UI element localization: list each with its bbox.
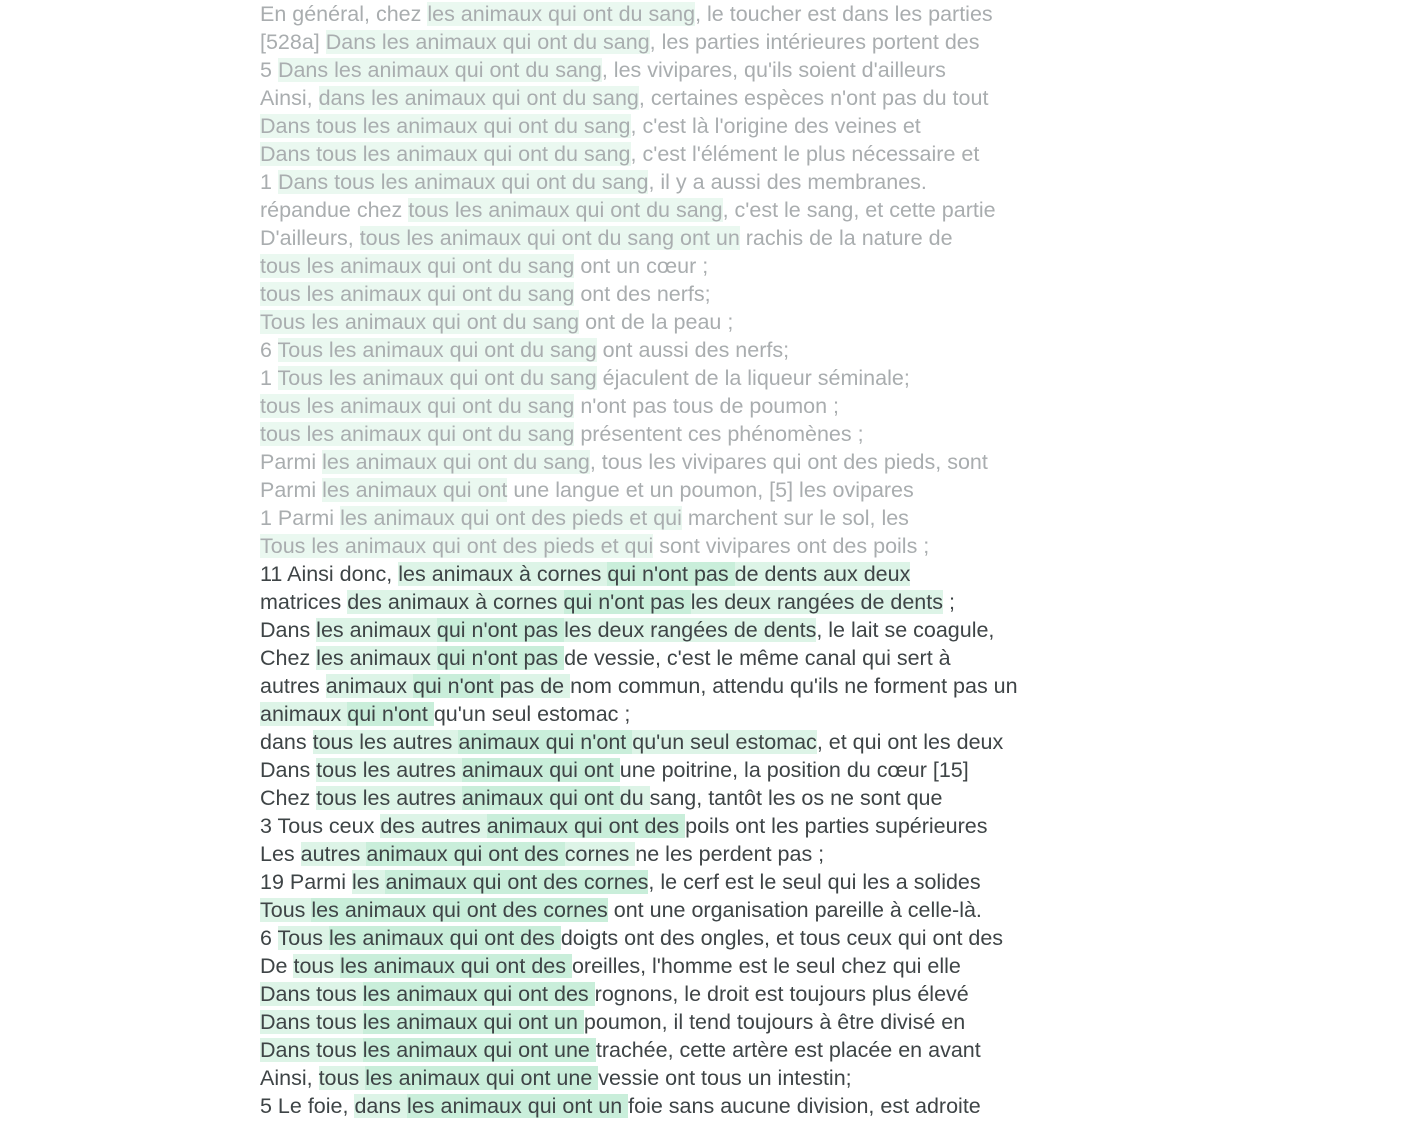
text-line <box>260 252 1418 280</box>
text-line <box>260 56 1418 84</box>
highlighted-text: pas de <box>499 674 571 698</box>
text-line <box>260 140 1418 168</box>
highlighted-text: les animaux qui ont une <box>362 1038 596 1062</box>
highlighted-text: Tous <box>277 926 329 950</box>
plain-text: ont une organisation pareille à celle-là. <box>607 898 982 922</box>
plain-text: De <box>260 954 294 978</box>
highlighted-text: tous les autres <box>316 758 462 782</box>
plain-text: [528a] <box>260 30 326 54</box>
highlighted-text: les animaux qui ont <box>322 478 508 502</box>
highlighted-text: Dans tous <box>260 982 363 1006</box>
highlighted-text: tous <box>293 954 341 978</box>
plain-text: En général, chez <box>260 2 428 26</box>
text-line <box>260 0 1418 28</box>
highlighted-text: tous les animaux qui ont du sang <box>260 254 575 278</box>
plain-text: 1 <box>260 366 278 390</box>
highlighted-text: animaux qui n'ont <box>458 730 633 754</box>
highlighted-text: les animaux qui ont une <box>365 1066 599 1090</box>
text-line <box>260 476 1418 504</box>
text-line <box>260 952 1418 980</box>
plain-text: n'ont pas tous de poumon ; <box>574 394 840 418</box>
text-line <box>260 616 1418 644</box>
highlighted-text: les animaux qui ont un <box>362 1010 584 1034</box>
plain-text: 19 Parmi <box>260 870 353 894</box>
highlighted-text: tous les animaux qui ont du sang <box>260 422 575 446</box>
highlighted-text: qui n'ont <box>347 702 434 726</box>
plain-text: poumon, il tend toujours à être divisé en <box>583 1010 966 1034</box>
text-line <box>260 756 1418 784</box>
highlighted-text: les animaux qui ont des cornes <box>311 898 608 922</box>
plain-text: Ainsi, <box>260 1066 319 1090</box>
highlighted-text: tous les animaux qui ont du sang ont un <box>359 226 740 250</box>
plain-text: 5 Le foie, <box>260 1094 355 1118</box>
plain-text: une langue et un poumon, [5] les ovipares <box>507 478 914 502</box>
text-line <box>260 196 1418 224</box>
plain-text: , c'est là l'origine des veines et <box>630 114 921 138</box>
plain-text: ont un cœur ; <box>574 254 709 278</box>
plain-text: 6 <box>260 338 278 362</box>
highlighted-text: tous <box>318 1066 366 1090</box>
plain-text: Dans <box>260 758 317 782</box>
plain-text: ne les perdent pas ; <box>635 842 825 866</box>
plain-text: autres <box>260 674 326 698</box>
plain-text: Ainsi, <box>260 86 319 110</box>
highlighted-text: tous les autres <box>316 786 462 810</box>
plain-text: répandue chez <box>260 198 409 222</box>
highlighted-text: Tous <box>260 898 312 922</box>
plain-text: sont vivipares ont des poils ; <box>653 534 930 558</box>
text-line <box>260 532 1418 560</box>
highlighted-text: tous les autres <box>312 730 459 754</box>
plain-text: Les <box>260 842 301 866</box>
plain-text: poils ont les parties supérieures <box>685 814 988 838</box>
text-line <box>260 84 1418 112</box>
highlighted-text: les <box>352 870 386 894</box>
highlighted-text: qu'un seul estomac <box>632 730 817 754</box>
plain-text: dans <box>260 730 313 754</box>
plain-text: 11 Ainsi donc, <box>260 562 399 586</box>
highlighted-text: Dans tous <box>260 1038 363 1062</box>
plain-text: Chez <box>260 786 317 810</box>
text-line <box>260 280 1418 308</box>
text-line <box>260 28 1418 56</box>
plain-text: foie sans aucune division, est adroite <box>628 1094 981 1118</box>
plain-text: D'ailleurs, <box>260 226 360 250</box>
highlighted-text: animaux qui ont <box>461 786 620 810</box>
highlighted-text: les animaux qui ont des <box>362 982 595 1006</box>
highlighted-text: tous les animaux qui ont du sang <box>260 394 575 418</box>
highlighted-text: les animaux qui ont un <box>407 1094 629 1118</box>
highlighted-text: dans les animaux qui ont du sang <box>318 86 639 110</box>
highlighted-text: animaux qui ont des cornes <box>385 870 649 894</box>
plain-text: ont de la peau ; <box>579 310 734 334</box>
highlighted-text: Tous les animaux qui ont du sang <box>260 310 580 334</box>
text-line <box>260 784 1418 812</box>
highlighted-text: les animaux qui ont des <box>328 926 561 950</box>
text-line <box>260 1036 1418 1064</box>
plain-text: doigts ont des ongles, et tous ceux qui ont des <box>560 926 1004 950</box>
plain-text: 5 <box>260 58 278 82</box>
text-line <box>260 224 1418 252</box>
plain-text: vessie ont tous un intestin; <box>598 1066 852 1090</box>
plain-text: , les vivipares, qu'ils soient d'ailleurs <box>601 58 946 82</box>
plain-text: , c'est le sang, et cette partie <box>722 198 996 222</box>
highlighted-text: Dans tous les animaux qui ont du sang <box>277 170 649 194</box>
text-line <box>260 112 1418 140</box>
plain-text: présentent ces phénomènes ; <box>574 422 864 446</box>
highlighted-text: tous les animaux qui ont du sang <box>408 198 723 222</box>
highlighted-text: Tous les animaux qui ont du sang <box>277 366 597 390</box>
plain-text: 6 <box>260 926 278 950</box>
highlighted-text: qui n'ont pas <box>436 646 565 670</box>
highlighted-text: Dans tous les animaux qui ont du sang <box>260 142 631 166</box>
plain-text: rachis de la nature de <box>739 226 953 250</box>
highlighted-text: dans <box>354 1094 408 1118</box>
plain-text: marchent sur le sol, les <box>681 506 909 530</box>
highlighted-text: des autres <box>380 814 487 838</box>
highlighted-text: Tous les animaux qui ont du sang <box>277 338 597 362</box>
highlighted-text: animaux qui ont des <box>366 842 565 866</box>
text-line <box>260 448 1418 476</box>
text-line <box>260 672 1418 700</box>
text-line <box>260 728 1418 756</box>
highlighted-text: les animaux à cornes <box>398 562 608 586</box>
highlighted-text: des animaux à cornes <box>347 590 564 614</box>
text-line <box>260 392 1418 420</box>
text-line <box>260 364 1418 392</box>
plain-text: qu'un seul estomac ; <box>433 702 631 726</box>
plain-text: , certaines espèces n'ont pas du tout <box>638 86 989 110</box>
highlighted-text: tous les animaux qui ont du sang <box>260 282 575 306</box>
plain-text: , tous les vivipares qui ont des pieds, sont <box>589 450 988 474</box>
highlighted-text: Dans les animaux qui ont du sang <box>277 58 602 82</box>
highlighted-text: cornes <box>564 842 636 866</box>
text-line <box>260 588 1418 616</box>
highlighted-text: les animaux <box>316 646 437 670</box>
highlighted-text: qui n'ont pas <box>563 590 691 614</box>
plain-text: , les parties intérieures portent des <box>649 30 980 54</box>
plain-text: nom commun, attendu qu'ils ne forment pas un <box>570 674 1018 698</box>
text-line <box>260 168 1418 196</box>
highlighted-text: autres <box>300 842 367 866</box>
text-line <box>260 1008 1418 1036</box>
highlighted-text: les animaux qui ont du sang <box>427 2 696 26</box>
plain-text: , le cerf est le seul qui les a solides <box>648 870 981 894</box>
highlighted-text: Tous les animaux qui ont des pieds et qui <box>260 534 654 558</box>
plain-text: Parmi <box>260 478 323 502</box>
plain-text: Dans <box>260 618 317 642</box>
plain-text: trachée, cette artère est placée en avant <box>595 1038 981 1062</box>
plain-text: 1 <box>260 170 278 194</box>
plain-text: , il y a aussi des membranes. <box>648 170 927 194</box>
highlighted-text: les animaux qui ont des pieds et qui <box>340 506 682 530</box>
highlighted-text: du <box>619 786 650 810</box>
plain-text: éjaculent de la liqueur séminale; <box>596 366 910 390</box>
highlighted-text: qui n'ont pas <box>607 562 735 586</box>
plain-text: de vessie, c'est le même canal qui sert à <box>564 646 951 670</box>
text-line <box>260 1092 1418 1120</box>
highlighted-text: Dans tous <box>260 1010 363 1034</box>
plain-text: ont aussi des nerfs; <box>596 338 790 362</box>
highlighted-text: les animaux qui ont du sang <box>322 450 590 474</box>
text-line <box>260 560 1418 588</box>
plain-text: , le lait se coagule, <box>816 618 995 642</box>
text-line <box>260 840 1418 868</box>
highlighted-text: Dans tous les animaux qui ont du sang <box>260 114 631 138</box>
text-line <box>260 504 1418 532</box>
highlighted-text: qui n'ont pas <box>436 618 565 642</box>
plain-text: rognons, le droit est toujours plus élevé <box>594 982 969 1006</box>
plain-text: 1 Parmi <box>260 506 341 530</box>
highlighted-text: animaux <box>325 674 413 698</box>
plain-text: 3 Tous ceux <box>260 814 381 838</box>
plain-text: oreilles, l'homme est le seul chez qui elle <box>571 954 961 978</box>
plain-text: sang, tantôt les os ne sont que <box>649 786 943 810</box>
plain-text: ont des nerfs; <box>574 282 711 306</box>
text-line <box>260 1064 1418 1092</box>
text-line <box>260 336 1418 364</box>
highlighted-text: qui n'ont <box>412 674 500 698</box>
text-line <box>260 980 1418 1008</box>
text-line <box>260 812 1418 840</box>
plain-text: ; <box>942 590 955 614</box>
text-line <box>260 868 1418 896</box>
text-line <box>260 308 1418 336</box>
text-line <box>260 700 1418 728</box>
highlighted-text: de dents aux deux <box>734 562 911 586</box>
highlighted-text: Dans les animaux qui ont du sang <box>325 30 650 54</box>
highlighted-text: animaux qui ont <box>461 758 620 782</box>
highlighted-text: les animaux qui ont des <box>340 954 572 978</box>
text-line <box>260 896 1418 924</box>
highlighted-text: animaux <box>260 702 348 726</box>
plain-text: une poitrine, la position du cœur [15] <box>619 758 969 782</box>
plain-text: Chez <box>260 646 317 670</box>
highlighted-text: les deux rangées de dents <box>690 590 943 614</box>
plain-text: Parmi <box>260 450 323 474</box>
plain-text: , et qui ont les deux <box>816 730 1004 754</box>
highlighted-text: les animaux <box>316 618 437 642</box>
highlighted-text: les deux rangées de dents <box>564 618 817 642</box>
text-line <box>260 644 1418 672</box>
text-line <box>260 924 1418 952</box>
highlighted-text: animaux qui ont des <box>486 814 686 838</box>
plain-text: , c'est l'élément le plus nécessaire et <box>630 142 980 166</box>
text-line <box>260 420 1418 448</box>
plain-text: matrices <box>260 590 348 614</box>
plain-text: , le toucher est dans les parties <box>695 2 993 26</box>
